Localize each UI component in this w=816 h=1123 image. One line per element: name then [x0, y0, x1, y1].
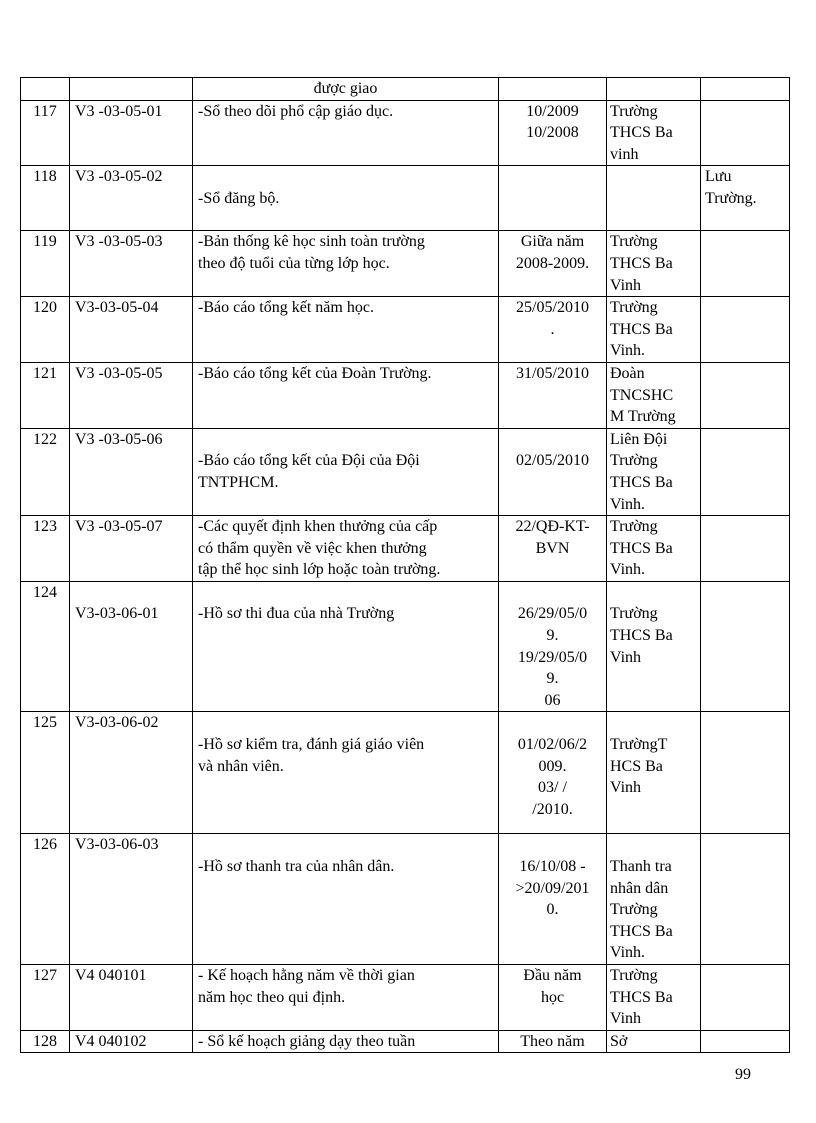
- cell-code-text: V3-03-06-01: [75, 605, 159, 623]
- table-row: [21, 231, 790, 297]
- cell-code: [70, 166, 193, 231]
- cell-content: [193, 516, 499, 582]
- cell-line: 06: [544, 691, 561, 709]
- document-table: [20, 77, 790, 1053]
- cell-line: Theo năm: [520, 1032, 585, 1050]
- cell-number: [21, 100, 70, 166]
- cell-code: [70, 231, 193, 297]
- cell-line: Vinh: [610, 648, 642, 666]
- cell-number: [21, 362, 70, 428]
- cell-line: 31/05/2010: [516, 364, 589, 382]
- cell-line: 9.: [546, 670, 559, 688]
- cell-line: Liên Đội: [610, 430, 668, 448]
- cell-date: [499, 100, 607, 166]
- cell-unit: [607, 78, 701, 101]
- cell-code: [70, 428, 193, 515]
- cell-line: và nhân viên.: [198, 757, 284, 775]
- cell-content: [193, 78, 499, 101]
- cell-line: Trường: [610, 299, 658, 317]
- cell-line: [610, 582, 697, 604]
- cell-date: [499, 297, 607, 363]
- cell-number: [21, 78, 70, 101]
- cell-number-text: 122: [33, 430, 57, 448]
- cell-number: [21, 834, 70, 965]
- cell-line: Vinh.: [610, 561, 646, 579]
- table-row: [21, 581, 790, 712]
- cell-content: [193, 965, 499, 1031]
- table-row: [21, 78, 790, 101]
- cell-date: [499, 1030, 607, 1053]
- cell-number-text: 125: [33, 714, 57, 732]
- cell-number-text: 126: [33, 836, 57, 854]
- cell-line: [198, 429, 493, 451]
- cell-note: [701, 231, 790, 297]
- cell-unit: [607, 428, 701, 515]
- cell-line: năm học theo qui định.: [198, 988, 346, 1006]
- cell-date: [499, 362, 607, 428]
- cell-line: 009.: [538, 757, 567, 775]
- cell-unit: [607, 1030, 701, 1053]
- cell-line: 19/29/05/0: [517, 648, 588, 666]
- cell-number-text: 117: [33, 102, 57, 120]
- cell-date: [499, 166, 607, 231]
- cell-line: THCS Ba: [610, 539, 673, 557]
- cell-number-text: 127: [33, 967, 57, 984]
- cell-unit: [607, 581, 701, 712]
- cell-line: Trường: [610, 901, 658, 919]
- cell-note: [701, 712, 790, 834]
- cell-line: THCS Ba: [610, 922, 673, 940]
- cell-unit: [607, 712, 701, 834]
- cell-note: [701, 78, 790, 101]
- cell-code-text: V3 -03-05-06: [75, 430, 163, 448]
- cell-code: [70, 362, 193, 428]
- cell-date: [499, 231, 607, 297]
- cell-line: - Kế hoạch hằng năm về thời gian: [198, 967, 415, 984]
- cell-line: -Hồ sơ thi đua của nhà Trường: [198, 605, 395, 623]
- cell-content: [193, 166, 499, 231]
- cell-unit: [607, 965, 701, 1031]
- table-row: [21, 428, 790, 515]
- cell-number-text: 123: [33, 518, 57, 536]
- cell-line: [502, 429, 603, 451]
- cell-note: [701, 362, 790, 428]
- cell-line: -Báo cáo tổng kết của Đoàn Trường.: [198, 364, 432, 382]
- cell-code-text: V3-03-05-04: [75, 299, 159, 317]
- cell-line: Sở: [610, 1032, 628, 1050]
- cell-line: Vinh.: [610, 944, 646, 962]
- cell-line: 0.: [546, 901, 559, 919]
- cell-number: [21, 428, 70, 515]
- cell-line: THCS Ba: [610, 320, 673, 338]
- cell-line: được giao: [313, 80, 378, 97]
- cell-code-text: V3 -03-05-07: [75, 518, 163, 536]
- cell-line: THCS Ba: [610, 254, 673, 272]
- cell-code-text: V3 -03-05-02: [75, 168, 163, 186]
- cell-unit: [607, 834, 701, 965]
- cell-number-text: 124: [33, 583, 57, 601]
- cell-code: [70, 516, 193, 582]
- cell-code-text: [75, 78, 187, 100]
- cell-line: THCS Ba: [610, 473, 673, 491]
- cell-code: [70, 581, 193, 712]
- table-row: [21, 834, 790, 965]
- cell-line: Trường: [610, 518, 658, 536]
- cell-code: [70, 1030, 193, 1053]
- cell-note: [701, 834, 790, 965]
- cell-line: có thẩm quyền về việc khen thưởng: [198, 539, 427, 557]
- cell-line: theo độ tuổi của từng lớp học.: [198, 254, 390, 272]
- cell-date: [499, 428, 607, 515]
- table-row: [21, 965, 790, 1031]
- cell-line: - Sổ kế hoạch giảng dạy theo tuần: [198, 1032, 416, 1050]
- cell-code-text: V3-03-06-03: [75, 836, 159, 854]
- cell-code-text: V4 040101: [75, 967, 147, 984]
- cell-code-text: V3 -03-05-05: [75, 364, 163, 382]
- cell-line: [502, 582, 603, 604]
- cell-line: 22/QĐ-KT-: [515, 518, 590, 536]
- cell-line: /2010.: [532, 800, 573, 818]
- cell-line: Giữa năm: [520, 233, 585, 251]
- table-row: [21, 166, 790, 231]
- cell-line: Trường: [610, 233, 658, 251]
- cell-number: [21, 297, 70, 363]
- cell-date: [499, 712, 607, 834]
- cell-note: [701, 965, 790, 1031]
- cell-line: Vinh: [610, 276, 642, 294]
- cell-line: 03/ /: [538, 779, 567, 797]
- cell-line: 10/2008: [526, 124, 579, 142]
- cell-line: TrườngT: [610, 736, 668, 754]
- cell-code: [70, 965, 193, 1031]
- cell-line: Lưu: [705, 168, 732, 186]
- cell-content: [193, 100, 499, 166]
- cell-line: [198, 166, 493, 188]
- cell-line: học: [540, 988, 565, 1006]
- cell-line: THCS Ba: [610, 627, 673, 645]
- cell-line: Trường: [610, 967, 658, 984]
- cell-line: >20/09/201: [515, 879, 590, 897]
- cell-code-text: V3-03-06-02: [75, 714, 159, 732]
- table-row: [21, 712, 790, 834]
- table-row: [21, 297, 790, 363]
- cell-content: [193, 834, 499, 965]
- cell-line: BVN: [535, 539, 570, 557]
- cell-number-text: 128: [33, 1032, 57, 1050]
- cell-code: [70, 712, 193, 834]
- cell-note: [701, 297, 790, 363]
- cell-unit: [607, 100, 701, 166]
- cell-number: [21, 712, 70, 834]
- cell-unit: [607, 166, 701, 231]
- cell-code-text: V4 040102: [75, 1032, 147, 1050]
- cell-line: M Trường: [610, 408, 676, 426]
- cell-note: [701, 166, 790, 231]
- cell-date: [499, 516, 607, 582]
- cell-number: [21, 965, 70, 1031]
- cell-line: TNCSHC: [610, 386, 674, 404]
- cell-number: [21, 231, 70, 297]
- cell-unit: [607, 362, 701, 428]
- table-row: [21, 516, 790, 582]
- cell-note: [701, 1030, 790, 1053]
- cell-line: nhân dân: [610, 879, 669, 897]
- cell-line: -Báo cáo tổng kết của Đội của Đội: [198, 452, 420, 470]
- cell-line: Vinh.: [610, 495, 646, 513]
- cell-line: 16/10/08 -: [519, 858, 586, 876]
- cell-line: [610, 712, 697, 734]
- table-row: [21, 100, 790, 166]
- cell-content: [193, 581, 499, 712]
- cell-code-text: V3 -03-05-01: [75, 102, 163, 120]
- cell-note: [701, 516, 790, 582]
- cell-date: [499, 581, 607, 712]
- cell-unit: [607, 297, 701, 363]
- cell-line: Đầu năm: [523, 967, 582, 984]
- cell-date: [499, 78, 607, 101]
- cell-date: [499, 965, 607, 1031]
- cell-line: vinh: [610, 145, 639, 163]
- cell-number-text: [23, 78, 67, 100]
- cell-line: 02/05/2010: [516, 452, 589, 470]
- cell-unit: [607, 231, 701, 297]
- cell-line: -Bản thống kê học sinh toàn trường: [198, 233, 425, 251]
- cell-line: 9.: [546, 627, 559, 645]
- cell-number: [21, 581, 70, 712]
- cell-line: -Báo cáo tổng kết năm học.: [198, 299, 374, 317]
- cell-line: -Các quyết định khen thưởng của cấp: [198, 518, 438, 536]
- cell-line: [502, 834, 603, 856]
- cell-note: [701, 100, 790, 166]
- cell-line: 01/02/06/2: [517, 736, 588, 754]
- cell-line: [502, 712, 603, 734]
- cell-line: tập thể học sinh lớp hoặc toàn trường.: [198, 561, 441, 579]
- cell-content: [193, 1030, 499, 1053]
- page-number: 99: [735, 1066, 751, 1083]
- table-row: [21, 1030, 790, 1053]
- cell-content: [193, 231, 499, 297]
- cell-code: [70, 297, 193, 363]
- cell-content: [193, 712, 499, 834]
- cell-line: 25/05/2010: [516, 299, 589, 317]
- cell-line: Trường: [610, 605, 658, 623]
- cell-number: [21, 166, 70, 231]
- cell-line: [198, 582, 493, 604]
- cell-line: -Sổ theo dõi phổ cập giáo dục.: [198, 102, 394, 120]
- cell-line: TNTPHCM.: [198, 473, 279, 491]
- cell-line: Trường.: [705, 189, 757, 207]
- cell-line: -Sổ đăng bộ.: [198, 189, 280, 207]
- cell-line: Trường: [610, 102, 658, 120]
- cell-code: [70, 100, 193, 166]
- cell-note: [701, 581, 790, 712]
- cell-line: [610, 834, 697, 856]
- cell-line: [198, 712, 493, 734]
- table-row: [21, 362, 790, 428]
- cell-content: [193, 362, 499, 428]
- cell-code: [70, 834, 193, 965]
- cell-date: [499, 834, 607, 965]
- cell-line: THCS Ba: [610, 124, 673, 142]
- cell-content: [193, 297, 499, 363]
- cell-number: [21, 516, 70, 582]
- cell-line: Trường: [610, 452, 658, 470]
- cell-line: Vinh.: [610, 342, 646, 360]
- cell-line: Vinh: [610, 779, 642, 797]
- cell-code: [70, 78, 193, 101]
- cell-line: Thanh tra: [610, 858, 672, 876]
- table-body: [21, 78, 790, 1053]
- cell-code-text: V3 -03-05-03: [75, 233, 163, 251]
- cell-line: -Hồ sơ thanh tra của nhân dân.: [198, 858, 395, 876]
- cell-number-text: 120: [33, 299, 57, 317]
- cell-number-text: 119: [33, 233, 57, 251]
- cell-line: .: [550, 320, 555, 338]
- cell-content: [193, 428, 499, 515]
- cell-line: -Hồ sơ kiểm tra, đánh giá giáo viên: [198, 736, 425, 754]
- cell-line: 10/2009: [526, 102, 579, 120]
- cell-line: Đoàn: [610, 364, 645, 382]
- cell-number-text: 118: [33, 168, 57, 186]
- cell-number-text: 121: [33, 364, 57, 382]
- cell-line: 26/29/05/0: [517, 605, 588, 623]
- cell-number: [21, 1030, 70, 1053]
- cell-line: THCS Ba: [610, 988, 673, 1006]
- cell-unit: [607, 516, 701, 582]
- cell-note: [701, 428, 790, 515]
- cell-line: 2008-2009.: [515, 254, 590, 272]
- cell-line: [198, 834, 493, 856]
- cell-line: Vinh: [610, 1010, 642, 1028]
- cell-line: HCS Ba: [610, 757, 663, 775]
